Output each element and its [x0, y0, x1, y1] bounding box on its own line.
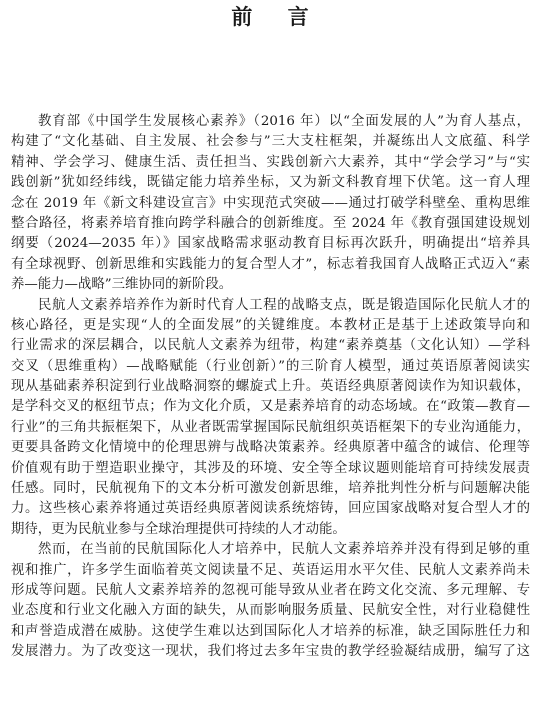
paragraph-2: [11, 296, 530, 541]
text-line: 视和推广，许多学生面临着英文阅读量不足、英语运用水平欠佳、民航人文素养尚未: [11, 562, 530, 578]
text-line: 业态度和行业文化融入方面的缺失，从而影响服务质量、民航安全性，对行业稳健性: [11, 603, 530, 619]
text-line: 民航人文素养培养作为新时代育人工程的战略支点，既是锻造国际化民航人才的: [38, 297, 530, 313]
text-line: 发展潜力。为了改变这一现状，我们将过去多年宝贵的教学经验凝结成册，编写了这: [11, 644, 530, 660]
text-line: 形成等问题。民航人文素养培养的忽视可能导致从业者在跨文化交流、多元理解、专: [11, 582, 530, 598]
text-line: 核心路径，更是实现“人的全面发展”的关键维度。本教材正是基于上述政策导向和: [11, 317, 530, 333]
text-line: 构建了“文化基础、自主发展、社会参与”三大支柱框架，并凝练出人文底蕴、科学: [11, 134, 530, 150]
text-line: 行业需求的深层耦合，以民航人文素养为纽带，构建“素养奠基（文化认知）—学科: [11, 338, 530, 354]
text-line: 有全球视野、创新思维和实践能力的复合型人才”，标志着我国育人战略正式迈入“素: [11, 256, 530, 272]
text-line: 整合路径，将素养培育推向跨学科融合的创新维度。至 2024 年《教育强国建设规划: [11, 215, 530, 231]
paragraph-3: [11, 540, 530, 662]
text-line: 现从基础素养积淀到行业战略洞察的螺旋式上升。英语经典原著阅读作为知识载体，: [11, 379, 530, 395]
text-line: 养—能力—战略”三维协同的新阶段。: [11, 277, 233, 293]
text-line: 念在 2019 年《新文科建设宣言》中实现范式突破——通过打破学科壁垒、重构思维: [11, 195, 530, 211]
page-title: 前 言: [231, 4, 323, 29]
text-line: 然而，在当前的民航国际化人才培养中，民航人文素养培养并没有得到足够的重: [38, 542, 530, 558]
text-line: 行业”的三角共振框架下，从业者既需掌握国际民航组织英语框架下的专业沟通能力，: [11, 419, 530, 435]
text-line: 交叉（思维重构）—战略赋能（行业创新）”的三阶育人模型，通过英语原著阅读实: [11, 358, 530, 374]
text-line: 教育部《中国学生发展核心素养》（2016 年）以“全面发展的人”为育人基点，: [38, 114, 530, 129]
text-line: 任感。同时，民航视角下的文本分析可激发创新思维，培养批判性分析与问题解决能: [11, 481, 530, 497]
text-line: 精神、学会学习、健康生活、责任担当、实践创新六大素养，其中“学会学习”与“实: [11, 154, 530, 170]
text-line: 力。这些核心素养将通过英语经典原著阅读系统熔铸，回应国家战略对复合型人才的: [11, 501, 530, 517]
body-text: [11, 112, 530, 663]
text-line: 期待，更为民航业参与全球治理提供可持续的人才动能。: [11, 521, 346, 537]
text-line: 是学科交叉的枢纽节点；作为文化介质，又是素养培育的动态场域。在“政策—教育—: [11, 399, 530, 415]
paragraph-1: [11, 112, 530, 296]
text-line: 更要具备跨文化情境中的伦理思辨与战略决策素养。经典原著中蕴含的诚信、伦理等: [11, 440, 530, 456]
text-line: 践创新”犹如经纬线，既锚定能力培养坐标，又为新文科教育埋下伏笔。这一育人理: [11, 175, 530, 191]
text-line: 纲要（2024—2035 年）》国家战略需求驱动教育目标再次跃升，明确提出“培养具: [11, 236, 530, 252]
text-line: 和声誉造成潜在威胁。这使学生难以达到国际化人才培养的标准，缺乏国际胜任力和: [11, 623, 530, 639]
text-line: 价值观有助于塑造职业操守，其涉及的环境、安全等全球议题则能培育可持续发展责: [11, 460, 530, 476]
